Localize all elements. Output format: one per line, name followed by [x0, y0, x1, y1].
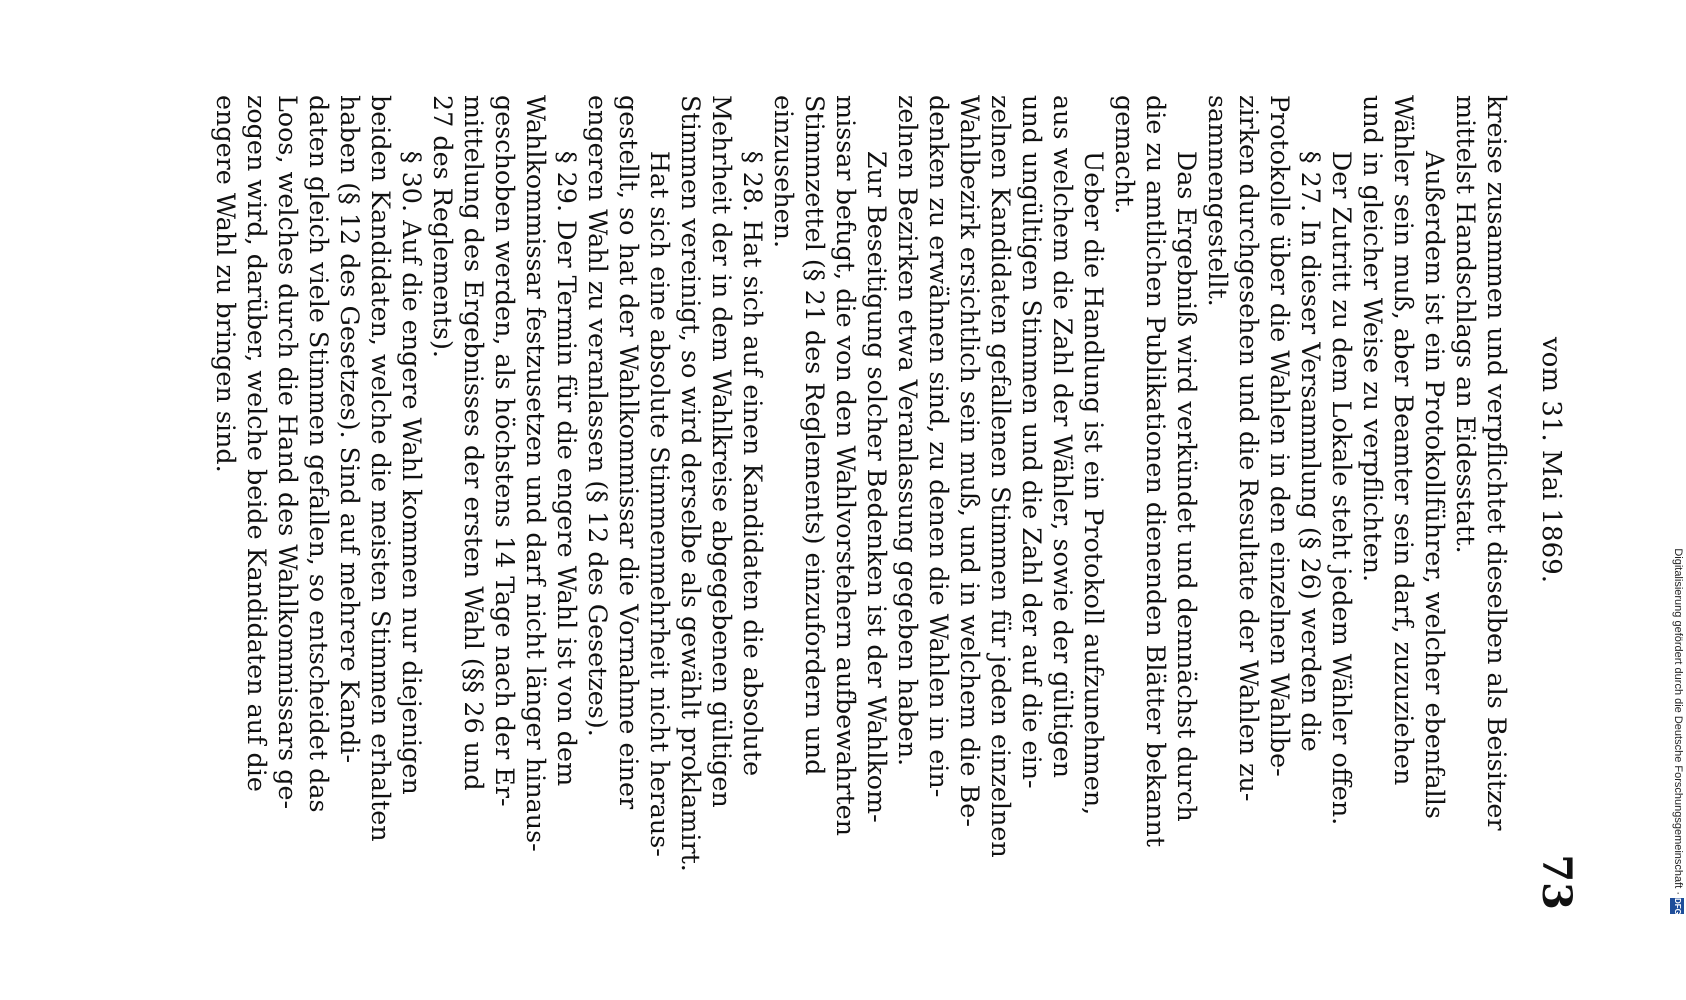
text-line: daten gleich viele Stimmen gefallen, so entscheidet das: [304, 95, 334, 813]
text-line: Wahlkommissar festzusetzen und darf nicht länger hinaus-: [521, 95, 551, 852]
text-line: engere Wahl zu bringen sind.: [211, 95, 241, 473]
text-line: kreise zusammen und verpflichtet dieselben als Beisitzer: [1482, 95, 1512, 831]
running-head: vom 31. Mai 1869.: [1536, 336, 1566, 583]
text-line: Stimmzettel (§ 21 des Reglements) einzufordern und: [800, 95, 830, 776]
text-line: beiden Kandidaten, welche die meisten Stimmen erhalten: [366, 95, 396, 842]
text-line: Stimmen vereinigt, so wird derselbe als gewählt proklamirt.: [676, 95, 706, 872]
text-line: Loos, welches durch die Hand des Wahlkommissars ge-: [273, 95, 303, 810]
section-heading-27: § 27. In dieser Versammlung (§ 26) werden die: [1296, 150, 1326, 752]
text-line: 27 des Reglements).: [428, 95, 458, 358]
text-line: Der Zutritt zu dem Lokale steht jedem Wähler offen.: [1327, 150, 1357, 826]
text-line: gestellt, so hat der Wahlkommissar die Vornahme einer: [614, 95, 644, 810]
page-number: 73: [1533, 854, 1580, 910]
text-line: Außerdem ist ein Protokollführer, welcher ebenfalls: [1420, 150, 1450, 819]
text-line: und in gleicher Weise zu verpflichten.: [1358, 95, 1388, 583]
text-line: zelnen Bezirken etwa Veranlassung gegeben haben.: [893, 95, 923, 767]
text-line: Protokolle über die Wahlen in den einzelnen Wahlbe-: [1265, 95, 1295, 777]
section-heading-29: § 29. Der Termin für die engere Wahl ist von dem: [552, 150, 582, 787]
digitization-credit: [1662, 0, 1686, 1000]
text-line: einzusehen.: [769, 95, 799, 249]
section-heading-30: § 30. Auf die engere Wahl kommen nur diejenigen: [397, 150, 427, 795]
text-line: engeren Wahl zu veranlassen (§ 12 des Gesetzes).: [583, 95, 613, 737]
text-line: Mehrheit der in dem Wahlkreise abgegebenen gültigen: [707, 95, 737, 808]
page-header: [1526, 0, 1580, 1000]
text-line: Das Ergebniß wird verkündet und demnächst durch: [1172, 150, 1202, 822]
text-line: mittelst Handschlags an Eidesstatt.: [1451, 95, 1481, 554]
text-line: Ueber die Handlung ist ein Protokoll aufzunehmen,: [1079, 150, 1109, 816]
text-line: sammengestellt.: [1203, 95, 1233, 307]
text-line: geschoben werden, als höchstens 14 Tage nach der Er-: [490, 95, 520, 807]
text-line: zelnen Kandidaten gefallenen Stimmen für jeden einzelnen: [986, 95, 1016, 858]
text-line: und ungültigen Stimmen und die Zahl der auf die ein-: [1017, 95, 1047, 789]
section-heading-28: § 28. Hat sich auf einen Kandidaten die absolute: [738, 150, 768, 777]
body-text: [210, 95, 1512, 915]
text-line: Zur Beseitigung solcher Bedenken ist der Wahlkom-: [862, 150, 892, 823]
text-line: aus welchem die Zahl der Wähler, sowie der gültigen: [1048, 95, 1078, 778]
credit-text: Digitalisierung gefördert durch die Deutsche Forschungsgemeinschaft ·: [1672, 548, 1684, 895]
text-line: haben (§ 12 des Gesetzes). Sind auf mehrere Kandi-: [335, 95, 365, 764]
text-line: Wähler sein muß, aber Beamter sein darf, zuzuziehen: [1389, 95, 1419, 786]
text-line: Wahlbezirk ersichtlich sein muß, und in welchem die Be-: [955, 95, 985, 827]
text-line: mittelung des Ergebnisses der ersten Wahl (§§ 26 und: [459, 95, 489, 791]
dfg-logo-icon: DFG: [1670, 898, 1684, 914]
text-line: gemacht.: [1110, 95, 1140, 215]
text-line: zogen wird, darüber, welche beide Kandidaten auf die: [242, 95, 272, 792]
text-line: zirken durchgesehen und die Resultate der Wahlen zu-: [1234, 95, 1264, 802]
text-line: denken zu erwähnen sind, zu denen die Wahlen in ein-: [924, 95, 954, 798]
text-line: Hat sich eine absolute Stimmenmehrheit nicht heraus-: [645, 150, 675, 857]
text-line: die zu amtlichen Publikationen dienenden Blätter bekannt: [1141, 95, 1171, 847]
text-line: missar befugt, die von den Wahlvorstehern aufbewahrten: [831, 95, 861, 837]
